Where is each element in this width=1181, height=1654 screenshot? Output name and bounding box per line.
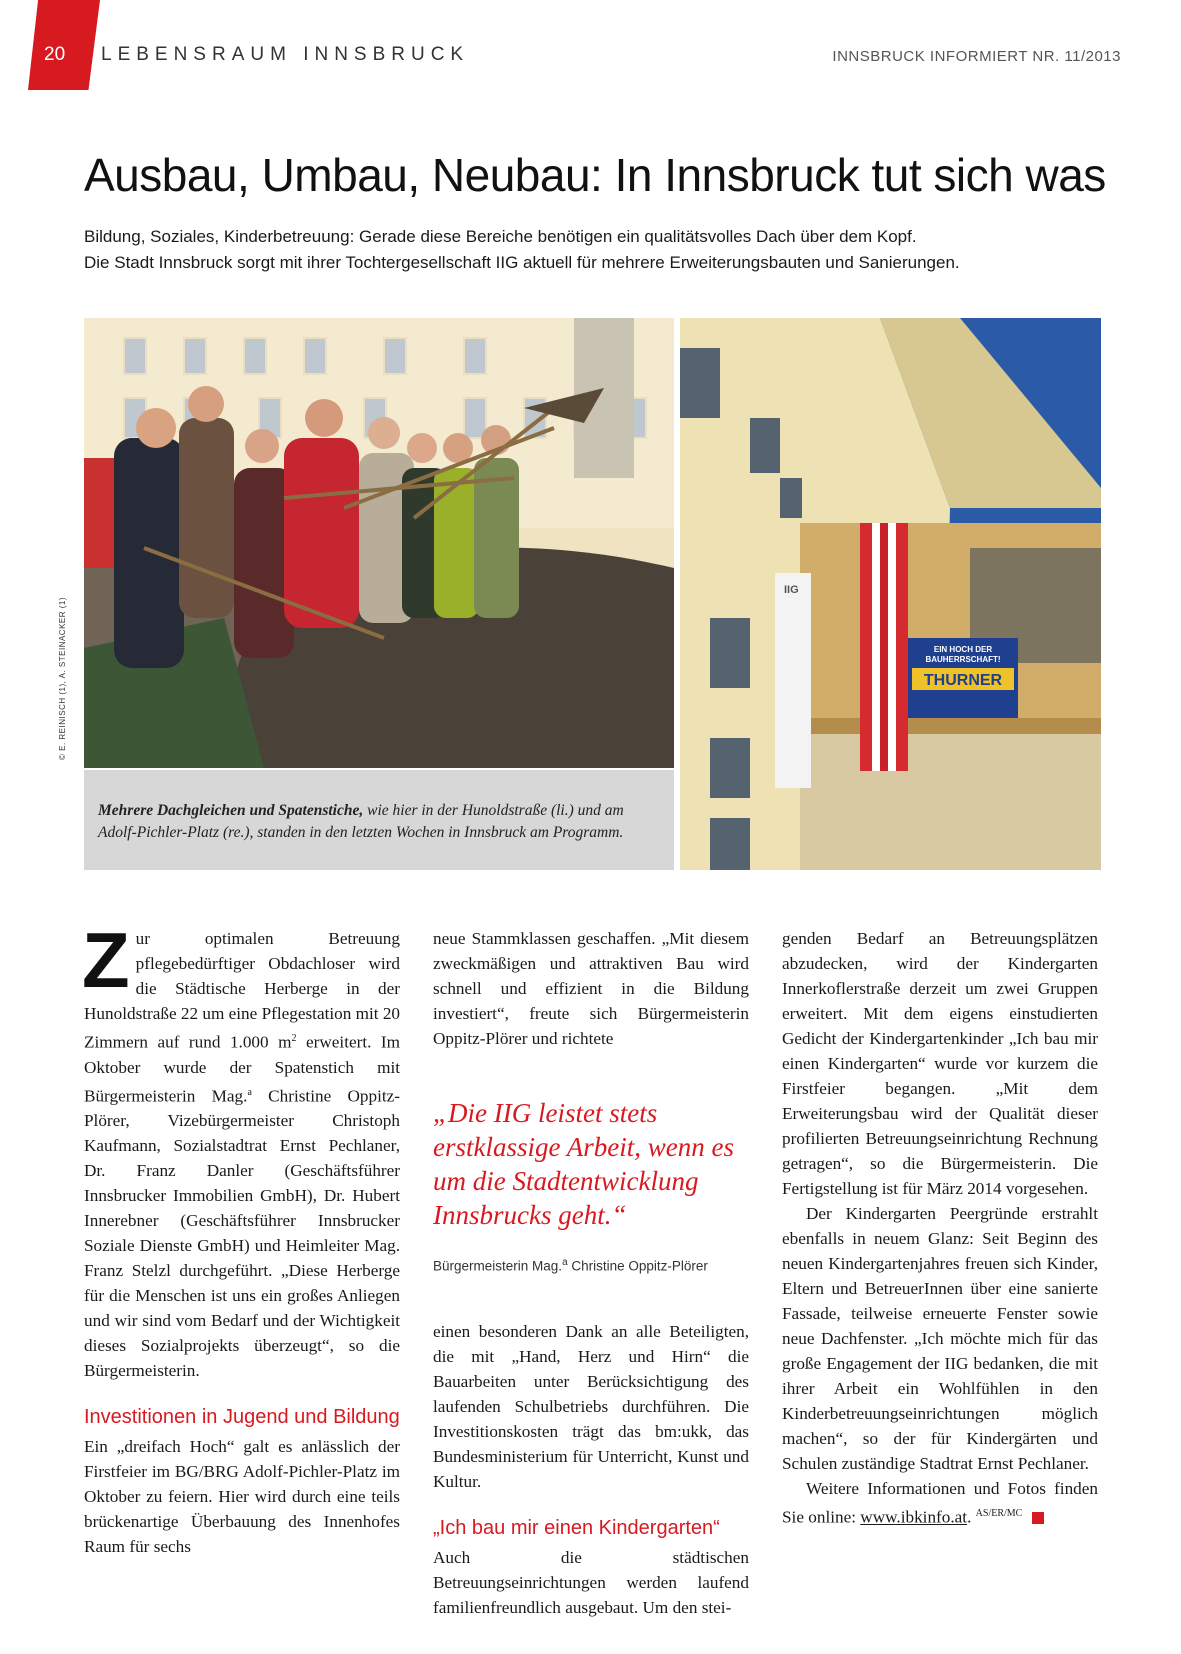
caption-bold: Mehrere Dachgleichen und Spatenstiche, [98, 802, 364, 819]
photo-topping-out [680, 318, 1101, 870]
article-column-1 [82, 916, 401, 1559]
banner-line-1: EIN HOCH DER [933, 645, 993, 654]
quote-attr-sup: a [562, 1257, 568, 1268]
paragraph-intro [82, 916, 401, 1383]
intro-superscript-2: a [247, 1086, 252, 1098]
photo-credit: © E. REINISCH (1), A. STEINACKER (1) [58, 596, 67, 760]
paragraph-peergruende: Der Kindergarten Peergründe erstrahlt ebenfalls in neuem Glanz: Seit Beginn des neuen Kindergartenjahres freuen sich Kinder, Eltern und BetreuerInnen über eine sanierte Fassade, teilweise erneuerte Fenster sowie neue Dachfenster. „Ich möchte mich für das große Engagement der IIG bedanken, die mit ihrer Arbeit ein Wohlfühlen in den Kinderbetreuungseinrichtungen möglich machen“, so der für Kindergärten und Schulen zuständige Stadtrat Ernst Pechlaner. [782, 1204, 1098, 1473]
drop-cap: Z [82, 916, 130, 1004]
photo-topping-out-illustration [680, 318, 1101, 870]
quote-attribution [433, 1250, 749, 1279]
issue-label: INNSBRUCK INFORMIERT NR. 11/2013 [832, 48, 1121, 65]
intro-text-c: Christine Oppitz-Plörer, Vizebürgermeister Christoph Kaufmann, Sozialstadtrat Ernst Pechlaner, Dr. Franz Danler (Geschäftsführer Innsbrucker Immobilien GmbH), Dr. Hubert Innerebner (Geschäftsführer Innsbrucker Soziale Dienste GmbH) und Heimleiter Mag. Franz Stelzl durchgeführt. „Diese Herberge für die Menschen ist uns ein großes Anliegen und wir sind vom Bedarf und der Wichtigkeit dieses Sozialprojekts überzeugt“, so die Bürgermeisterin. [84, 1086, 400, 1381]
article-title: Ausbau, Umbau, Neubau: In Innsbruck tut sich was [84, 149, 1106, 201]
paragraph-school: Ein „dreifach Hoch“ galt es anlässlich der Firstfeier im BG/BRG Adolf-Pichler-Platz im Oktober zu feiern. Hier wird durch eine teils brückenartige Überbauung des Innenhofes Raum für sechs [84, 1437, 400, 1557]
section-title: LEBENSRAUM INNSBRUCK [101, 44, 470, 65]
banner-brand: THURNER [923, 672, 1003, 689]
article-column-2 [433, 926, 749, 1620]
paragraph-thanks: einen besonderen Dank an alle Beteiligten, die mit „Hand, Herz und Hirn“ die Bauarbeiten unter Berücksichtigung des laufenden Schulbetriebs durchführen. Die Investitionskosten trägt das bm:ukk, das Bundesministerium für Unterricht, Kunst und Kultur. [433, 1321, 749, 1491]
website-link[interactable]: www.ibkinfo.at [860, 1507, 968, 1527]
quote-attr-a: Bürgermeisterin Mag. [433, 1258, 563, 1274]
photo-block [84, 318, 1101, 870]
banner-line-2: BAUHERRSCHAFT! [925, 655, 1001, 664]
paragraph-childcare: Auch die städtischen Betreuungseinrichtungen werden laufend familienfreundlich ausgebaut. Um den stei- [433, 1547, 749, 1617]
intro-text-a: ur optimalen Betreuung pflegebedürftiger Obdachloser wird die Städtische Herberge in der Hunoldstraße 22 um eine Pflegestation mit 20 Zimmern auf rund 1.000 m [84, 929, 401, 1052]
paragraph-classes: neue Stammklassen geschaffen. „Mit diesem zweckmäßigen und attraktiven Bau wird schnell und effizient in die Bildung investiert“, freute sich Bürgermeisterin Oppitz-Plörer und richtete [433, 929, 749, 1048]
photo-groundbreaking-illustration [84, 318, 674, 768]
article-lead [84, 224, 1104, 276]
caption-text: wie hier in der Hunoldstraße (li.) und am Adolf-Pichler-Platz (re.), standen in den letzten Wochen in Innsbruck am Programm. [98, 802, 624, 841]
subheading-education: Investitionen in Jugend und Bildung [84, 1406, 400, 1429]
paragraph-innerkofler: genden Bedarf an Betreuungsplätzen abzudecken, wird der Kindergarten Innerkoflerstraße derzeit um zwei Gruppen erweitert. Mit dem eigens einstudierten Gedicht der Kindergartenkinder „Ich bau mir einen Kindergarten“ wurde vor kurzem die Firstfeier begangen. „Mit dem Erweiterungsbau wird der Qualität dieser profilierten Betreuungseinrichtung Rechnung getragen“, so die Bürgermeisterin. Die Fertigstellung ist für März 2014 vorgesehen. [782, 929, 1098, 1198]
quote-attr-b: Christine Oppitz-Plörer [567, 1258, 708, 1274]
intro-superscript-1: 2 [291, 1033, 297, 1044]
pull-quote: „Die IIG leistet stets erstklassige Arbeit, wenn es um die Stadtentwicklung Innsbrucks geht.“ [433, 1098, 734, 1230]
page-number: 20 [44, 44, 66, 65]
photo-groundbreaking [84, 318, 674, 768]
flag-label: IIG [784, 584, 799, 596]
paragraph-more-info [782, 1476, 1098, 1530]
lead-line-2: Die Stadt Innsbruck sorgt mit ihrer Tochtergesellschaft IIG aktuell für mehrere Erweiterungsbauten und Sanierungen. [84, 253, 960, 272]
more-info-period: . [967, 1507, 972, 1527]
article-column-3 [782, 926, 1098, 1530]
author-signature: AS/ER/MC [975, 1508, 1023, 1519]
article-end-mark [1032, 1512, 1044, 1524]
subheading-kindergarten: „Ich bau mir einen Kindergarten“ [433, 1516, 720, 1539]
lead-line-1: Bildung, Soziales, Kinderbetreuung: Gerade diese Bereiche benötigen ein qualitätsvolles Dach über dem Kopf. [84, 227, 917, 246]
intro-text-b: erweitert. Im Oktober wurde der Spatenstich mit Bürgermeisterin Mag. [84, 1032, 401, 1106]
more-info-text: Weitere Informationen und Fotos finden Sie online: [782, 1479, 1098, 1527]
photo-caption [84, 770, 674, 870]
